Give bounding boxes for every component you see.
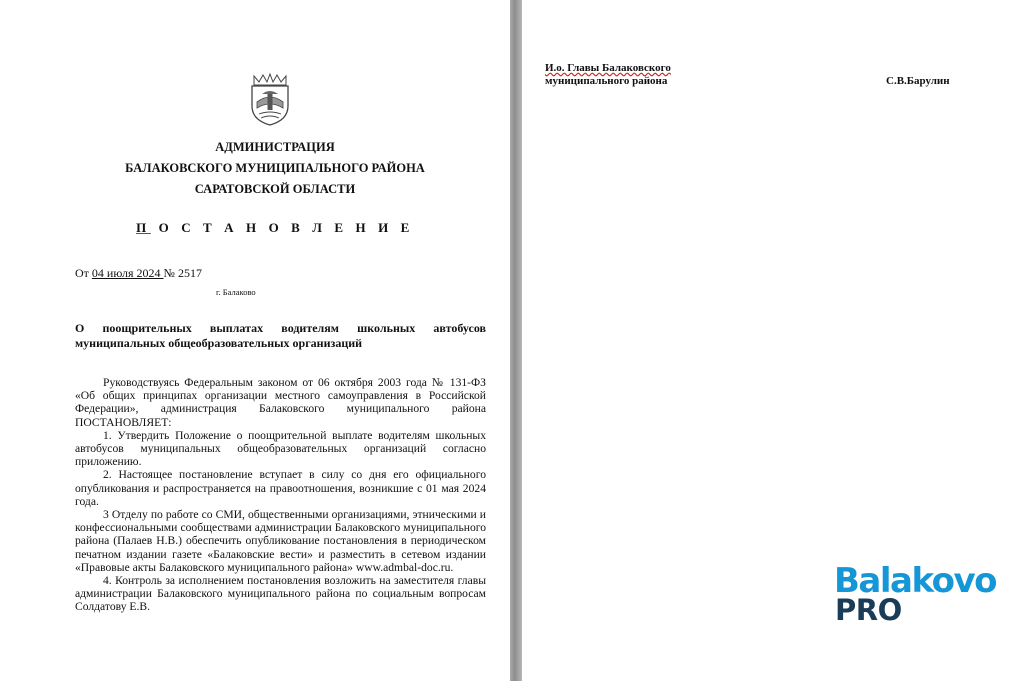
logo-line-2: PRO xyxy=(835,593,902,627)
decree-number: № 2517 xyxy=(163,266,202,280)
signature-title-line-1: И.о. Главы Балаковского xyxy=(545,62,671,74)
signature-name: С.В.Барулин xyxy=(886,75,950,87)
decree-title-rest: О С Т А Н О В Л Е Н И Е xyxy=(150,220,414,235)
paragraph-preamble: Руководствуясь Федеральным законом от 06 октября 2003 года № 131-ФЗ «Об общих принципах организации местного самоуправления в Российской Федерации», администрация Балаковского муниципального района ПОСТАНОВЛЯЕТ: xyxy=(75,376,486,429)
paragraph-3: 3 Отделу по работе со СМИ, общественными организациями, этническими и конфессиональными сообществами администрации Балаковского муниципального района (Палаев Н.В.) обеспечить опубликование постановления в периодическом печатном издании газете «Балаковские вести» и разместить в сетевом издании «Правовые акты Балаковского муниципального района» www.admbal-doc.ru. xyxy=(75,508,486,574)
coat-of-arms-icon xyxy=(249,72,291,126)
header-line-2: БАЛАКОВСКОГО МУНИЦИПАЛЬНОГО РАЙОНА xyxy=(125,161,425,175)
city-label: г. Балаково xyxy=(216,287,256,297)
paragraph-2: 2. Настоящее постановление вступает в силу со дня его официального опубликования и распространяется на правоотношения, возникшие с 01 мая 2024 года. xyxy=(75,468,486,508)
decree-title-first-letter: П xyxy=(136,220,151,235)
decree-subject: О поощрительных выплатах водителям школьных автобусов муниципальных общеобразовательных организаций xyxy=(75,321,486,350)
decree-title xyxy=(60,220,490,236)
header-line-3: САРАТОВСКОЙ ОБЛАСТИ xyxy=(194,182,356,196)
page-gutter xyxy=(510,0,522,681)
paragraph-1: 1. Утвердить Положение о поощрительной выплате водителям школьных автобусов муниципальных общеобразовательных организаций согласно приложению. xyxy=(75,428,486,469)
signature-title-line-2: муниципального района xyxy=(545,75,668,87)
logo-line-1: Balakovo xyxy=(834,561,997,601)
header-line-1: АДМИНИСТРАЦИЯ xyxy=(215,140,335,154)
balakovo-pro-logo xyxy=(834,561,997,627)
decree-body xyxy=(75,376,486,614)
paragraph-4: 4. Контроль за исполнением постановления возложить на заместителя главы администрации Балаковского муниципального района по социальным вопросам Солдатову Е.В. xyxy=(75,574,486,614)
decree-date: 04 июля 2024 xyxy=(91,266,164,280)
date-prefix: От xyxy=(75,266,92,280)
date-line xyxy=(75,266,202,281)
